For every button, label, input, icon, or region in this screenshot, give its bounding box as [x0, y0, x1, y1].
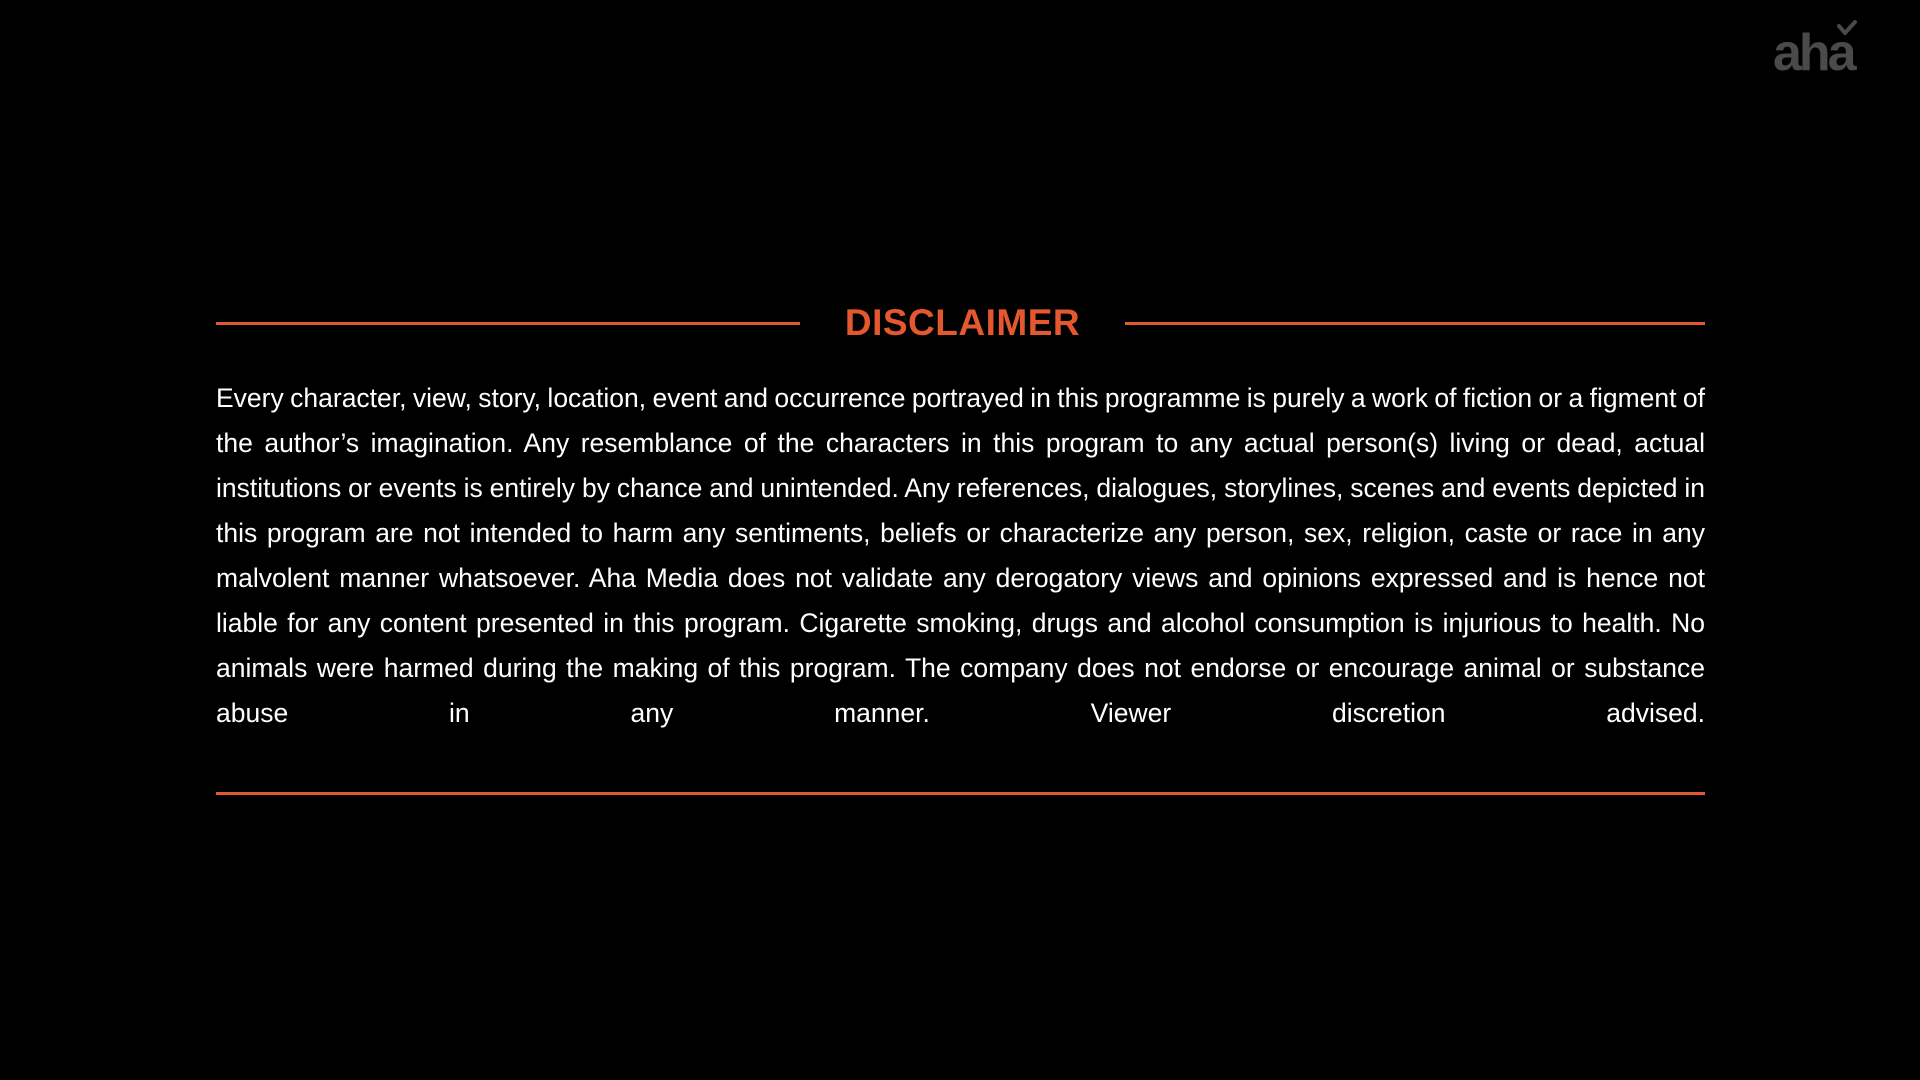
header-rule-left	[216, 322, 800, 325]
disclaimer-header	[216, 294, 1705, 352]
logo-wordmark: aha	[1773, 24, 1854, 76]
aha-logo-icon	[1771, 20, 1883, 76]
disclaimer-panel	[216, 294, 1705, 795]
footer-rule	[216, 792, 1705, 795]
disclaimer-title: DISCLAIMER	[844, 302, 1081, 343]
disclaimer-body: Every character, view, story, location, event and occurrence portrayed in this programme is purely a work of fiction or a figment of the author’s imagination. Any resemblance of the characters in this program to any actual person(s) living or dead, actual institutions or events is entirely by chance and unintended. Any references, dialogues, storylines, scenes and events depicted in this program are not intended to harm any sentiments, beliefs or characterize any person, sex, religion, caste or race in any malvolent manner whatsoever. Aha Media does not validate any derogatory views and opinions expressed and is hence not liable for any content presented in this program. Cigarette smoking, drugs and alcohol consumption is injurious to health. No animals were harmed during the making of this program. The company does not endorse or encourage animal or substance abuse in any manner. Viewer discretion advised.	[216, 383, 1705, 728]
header-rule-right	[1125, 322, 1705, 325]
